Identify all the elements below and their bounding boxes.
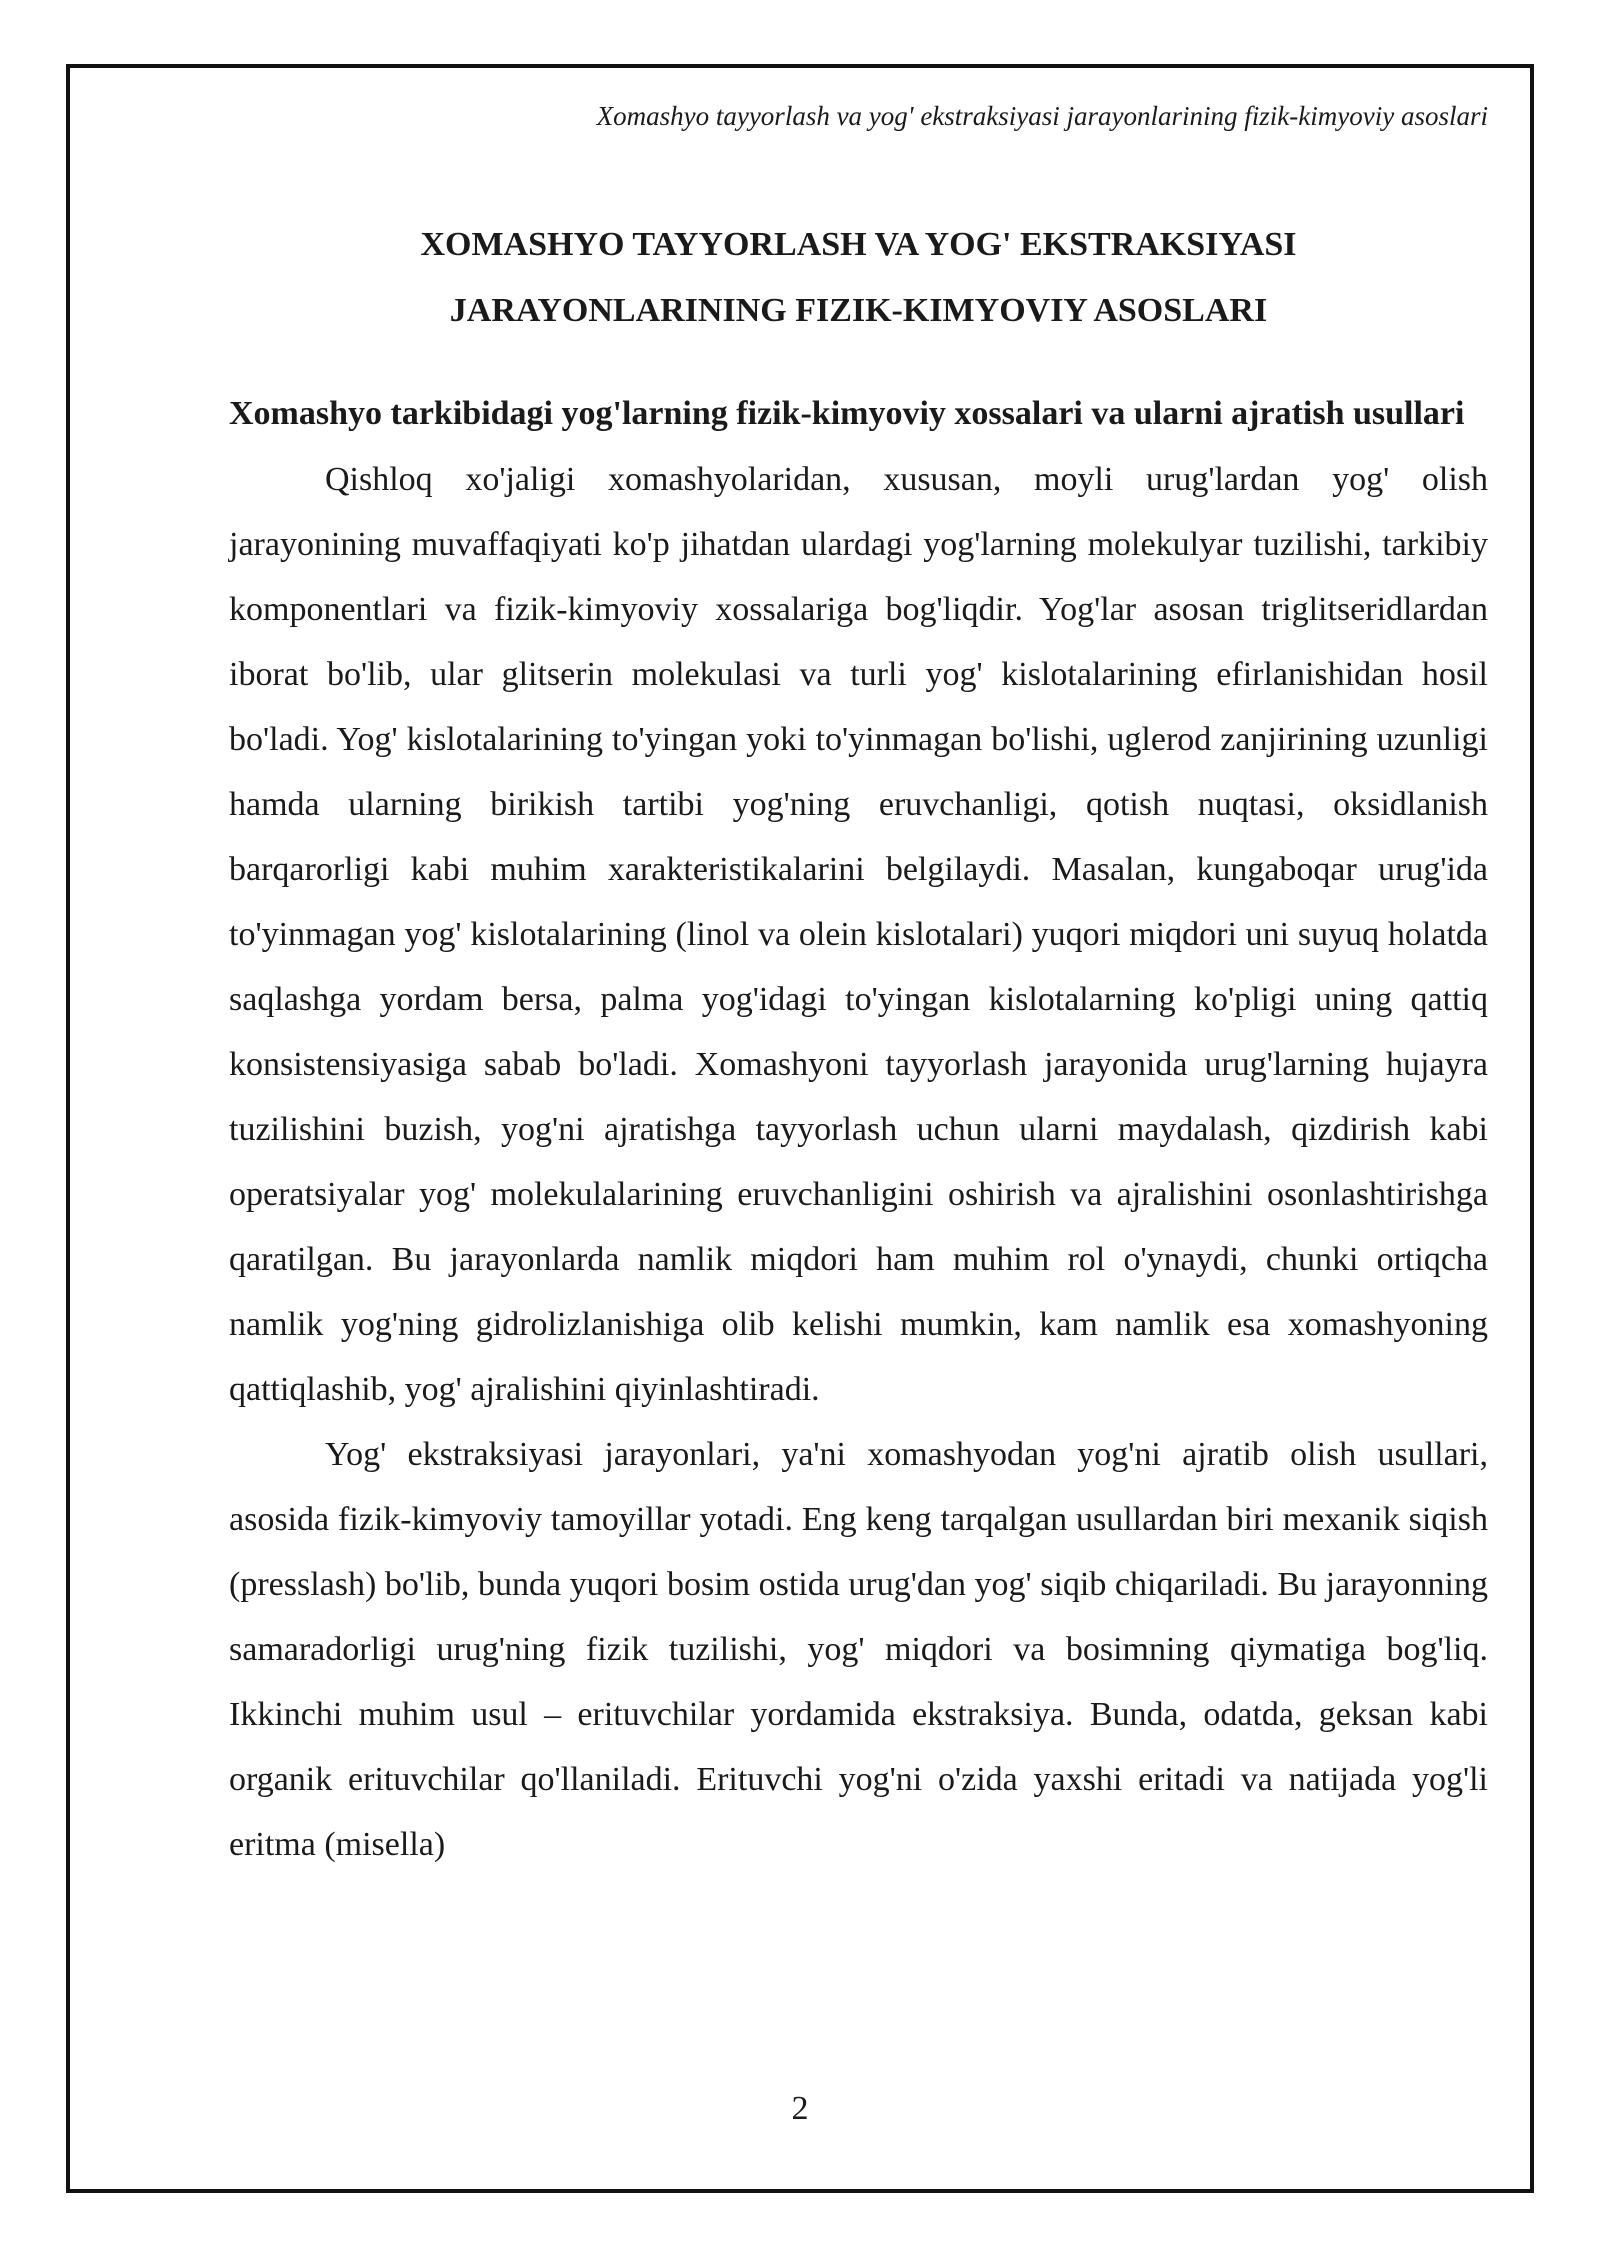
document-title [229,212,1488,344]
page-content [229,381,1488,1877]
title-line-2: JARAYONLARINING FIZIK-KIMYOVIY ASOSLARI [449,292,1268,329]
page-number: 2 [791,2090,809,2127]
running-header: Xomashyo tayyorlash va yog' ekstraksiyasi jarayonlarining fizik-kimyoviy asoslari [596,101,1488,131]
section-heading: Xomashyo tarkibidagi yog'larning fizik-kimyoviy xossalari va ularni ajratish usullari [229,395,1465,432]
paragraph-2: Yog' ekstraksiyasi jarayonlari, ya'ni xomashyodan yog'ni ajratib olish usullari, asosida fizik-kimyoviy tamoyillar yotadi. Eng keng tarqalgan usullardan biri mexanik siqish (presslash) bo'lib, bunda yuqori bosim ostida urug'dan yog' siqib chiqariladi. Bu jarayonning samaradorligi urug'ning fizik tuzilishi, yog' miqdori va bosimning qiymatiga bog'liq. Ikkinchi muhim usul – erituvchilar yordamida ekstraksiya. Bunda, odatda, geksan kabi organik erituvchilar qo'llaniladi. Erituvchi yog'ni o'zida yaxshi eritadi va natijada yog'li eritma (misella) [229,1436,1488,1863]
title-line-1: XOMASHYO TAYYORLASH VA YOG' EKSTRAKSIYASI [420,226,1297,263]
paragraph-1: Qishloq xo'jaligi xomashyolaridan, xususan, moyli urug'lardan yog' olish jarayonining muvaffaqiyati ko'p jihatdan ulardagi yog'larning molekulyar tuzilishi, tarkibiy komponentlari va fizik-kimyoviy xossalariga bog'liqdir. Yog'lar asosan triglitseridlardan iborat bo'lib, ular glitserin molekulasi va turli yog' kislotalarining efirlanishidan hosil bo'ladi. Yog' kislotalarining to'yingan yoki to'yinmagan bo'lishi, uglerod zanjirining uzunligi hamda ularning birikish tartibi yog'ning eruvchanligi, qotish nuqtasi, oksidlanish barqarorligi kabi muhim xarakteristikalarini belgilaydi. Masalan, kungaboqar urug'ida to'yinmagan yog' kislotalarining (linol va olein kislotalari) yuqori miqdori uni suyuq holatda saqlashga yordam bersa, palma yog'idagi to'yingan kislotalarning ko'pligi uning qattiq konsistensiyasiga sabab bo'ladi. Xomashyoni tayyorlash jarayonida urug'larning hujayra tuzilishini buzish, yog'ni ajratishga tayyorlash uchun ularni maydalash, qizdirish kabi operatsiyalar yog' molekulalarining eruvchanligini oshirish va ajralishini osonlashtirishga qaratilgan. Bu jarayonlarda namlik miqdori ham muhim rol o'ynaydi, chunki ortiqcha namlik yog'ning gidrolizlanishiga olib kelishi mumkin, kam namlik esa xomashyoning qattiqlashib, yog' ajralishini qiyinlashtiradi. [229,461,1488,1408]
